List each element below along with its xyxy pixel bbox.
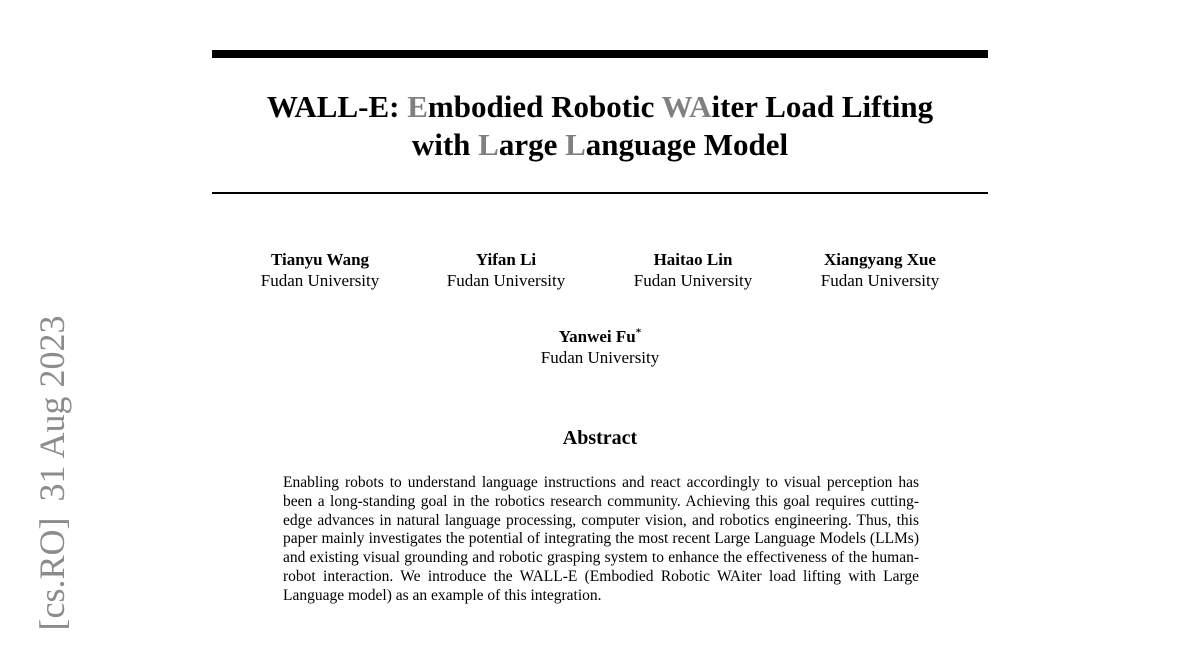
title-bottom-rule xyxy=(212,192,988,194)
title-top-rule xyxy=(212,50,988,58)
author-affiliation: Fudan University xyxy=(633,271,753,290)
corresponding-author-mark: * xyxy=(635,326,642,339)
title-segment: iter Load Lifting xyxy=(711,89,934,124)
arxiv-category: [cs.RO] xyxy=(32,517,72,631)
title-segment: mbodied Robotic xyxy=(427,89,662,124)
title-line-1 xyxy=(212,88,988,126)
title-line-2 xyxy=(212,126,988,164)
author-affiliation: Fudan University xyxy=(446,271,566,290)
author-name-text: Yanwei Fu xyxy=(558,327,636,346)
arxiv-stamp xyxy=(32,316,72,631)
author-block xyxy=(220,249,420,291)
arxiv-date: 31 Aug 2023 xyxy=(32,315,72,502)
title-acronym-letter: L xyxy=(565,127,586,162)
title-acronym-letter: WA xyxy=(661,89,712,124)
author-name: Xiangyang Xue xyxy=(824,250,936,269)
abstract-heading: Abstract xyxy=(562,427,638,449)
author-name xyxy=(500,326,700,347)
abstract-text: Enabling robots to understand language instructions and react accordingly to visual perception has been a long-standing goal in the robotics research community. Achieving this goal requires cutting-edge advances in natural language processing, computer vision, and robotics engineering. Thus, this paper mainly investigates the potential of integrating the most recent Large Language Models (LLMs) and existing visual grounding and robotic grasping system to enhance the effectiveness of the human-robot interaction. We introduce the WALL-E (Embodied Robotic WAiter load lifting with Large Language model) as an example of this integration. xyxy=(283,474,919,604)
author-affiliation: Fudan University xyxy=(260,271,380,290)
author-affiliation: Fudan University xyxy=(540,348,660,367)
author-block xyxy=(406,249,606,291)
title-acronym-letter: L xyxy=(478,127,499,162)
author-name: Yifan Li xyxy=(475,250,537,269)
paper-title xyxy=(212,88,988,164)
author-block xyxy=(500,326,700,368)
title-acronym-letter: E xyxy=(407,89,428,124)
author-name: Haitao Lin xyxy=(653,250,733,269)
author-block xyxy=(780,249,980,291)
author-block xyxy=(593,249,793,291)
title-segment: anguage Model xyxy=(585,127,789,162)
title-segment: with xyxy=(411,127,479,162)
author-name: Tianyu Wang xyxy=(270,250,370,269)
title-segment: arge xyxy=(498,127,566,162)
author-affiliation: Fudan University xyxy=(820,271,940,290)
title-segment: WALL-E: xyxy=(266,89,408,124)
